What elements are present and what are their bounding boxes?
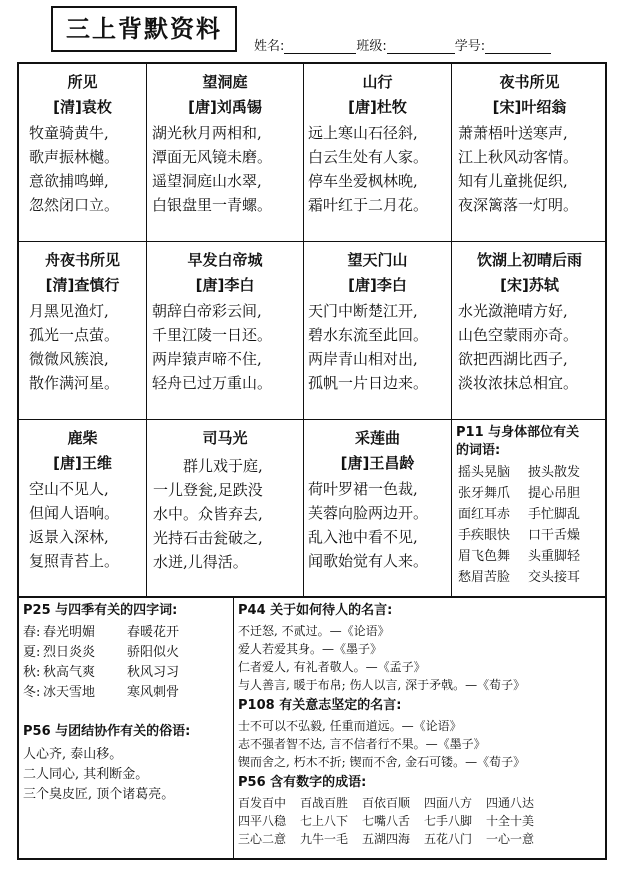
- poem-line: 孤帆一片日边来。: [308, 374, 429, 392]
- prose-line: 群儿戏于庭,: [183, 457, 263, 475]
- poem-line: 牧童骑黄牛,: [29, 124, 109, 142]
- quote-line: 锲而舍之, 朽木不折; 锲而不舍, 金石可镂。—《荀子》: [238, 755, 526, 769]
- poem-card-yinhushang: [452, 242, 607, 420]
- quote-line: 与人善言, 暖于布帛; 伤人以言, 深于矛戟。—《荀子》: [238, 678, 526, 692]
- poem-line: 散作满河星。: [29, 374, 120, 392]
- poem-line: 意欲捕鸣蝉,: [29, 172, 109, 190]
- section-heading: P44 关于如何待人的名言:: [238, 603, 393, 618]
- poem-title: 所见: [67, 73, 98, 91]
- poem-author: [清]查慎行: [45, 276, 120, 294]
- right-column: [234, 598, 607, 858]
- bottom-section: [17, 598, 607, 860]
- student-info: [254, 35, 551, 54]
- poem-line: 知有儿童挑促织,: [458, 172, 568, 190]
- idiom-row: 三心二意 九牛一毛 五湖四海 五花八门 一心一意: [238, 832, 535, 846]
- poem-title: 饮湖上初晴后雨: [476, 251, 582, 269]
- poem-title: 采莲曲: [354, 429, 400, 447]
- poem-line: 水光潋滟晴方好,: [458, 302, 568, 320]
- poem-line: 两岸青山相对出,: [308, 350, 418, 368]
- poem-line: 湖光秋月两相和,: [152, 124, 262, 142]
- name-blank[interactable]: [284, 40, 356, 54]
- section-heading: 的词语:: [456, 443, 501, 458]
- poem-line: 复照青苔上。: [29, 552, 120, 570]
- poem-line: 霜叶红于二月花。: [308, 196, 429, 214]
- saying-line: 人心齐, 泰山移。: [23, 747, 123, 762]
- poem-line: 遥望洞庭山水翠,: [152, 172, 262, 190]
- season-row: 秋: 秋高气爽 秋风习习: [23, 665, 180, 680]
- poem-author: [唐]刘禹锡: [188, 98, 262, 116]
- poem-line: 乱入池中看不见,: [308, 528, 418, 546]
- poem-card-wangdongting: [147, 64, 304, 242]
- poem-line: 空山不见人,: [29, 480, 109, 498]
- poem-card-wangtianmenshan: [304, 242, 452, 420]
- poem-line: 返景入深林,: [29, 528, 109, 546]
- poem-card-luzhai: [19, 420, 147, 596]
- left-column: [19, 598, 234, 858]
- poem-author: [宋]苏轼: [500, 276, 559, 294]
- prose-line: 光持石击瓮破之,: [153, 529, 263, 547]
- name-label: 姓名:: [254, 39, 285, 54]
- poem-line: 忽然闭口立。: [29, 196, 120, 214]
- poem-card-yeshusuojian: [452, 64, 607, 242]
- word-row: 手疾眼快 口干舌燥: [458, 528, 581, 543]
- id-label: 学号:: [454, 39, 486, 54]
- quote-line: 爱人若爱其身。—《墨子》: [238, 642, 383, 656]
- poem-line: 天门中断楚江开,: [308, 302, 418, 320]
- poem-line: 淡妆浓抹总相宜。: [458, 374, 579, 392]
- section-heading: P11 与身体部位有关: [456, 425, 580, 440]
- word-row: 愁眉苦脸 交头接耳: [458, 570, 581, 585]
- word-row: 面红耳赤 手忙脚乱: [458, 507, 581, 522]
- poem-author: [唐]杜牧: [348, 98, 407, 116]
- section-heading: P108 有关意志坚定的名言:: [238, 698, 402, 713]
- idiom-row: 四平八稳 七上八下 七嘴八舌 七手八脚 十全十美: [238, 814, 535, 828]
- poem-title: 鹿柴: [67, 429, 98, 447]
- poem-author: [唐]李白: [195, 276, 255, 294]
- p11-body-words: [452, 420, 607, 596]
- poem-card-shanxing: [304, 64, 452, 242]
- poem-title: 望天门山: [347, 251, 408, 269]
- prose-line: 一儿登瓮,足跌没: [153, 481, 263, 499]
- page-title: 三上背默资料: [51, 6, 237, 52]
- prose-title: 司马光: [202, 429, 248, 447]
- poem-line: 微微风簇浪,: [29, 350, 109, 368]
- quote-line: 不迁怒, 不贰过。—《论语》: [238, 624, 390, 638]
- poem-title: 舟夜书所见: [44, 251, 120, 269]
- poem-line: 白云生处有人家。: [308, 148, 429, 166]
- poem-card-zaofabaidicheng: [147, 242, 304, 420]
- poem-line: 荷叶罗裙一色裁,: [308, 480, 418, 498]
- poem-line: 但闻人语响。: [29, 504, 120, 522]
- poem-line: 远上寒山石径斜,: [308, 124, 418, 142]
- poem-line: 碧水东流至此回。: [308, 326, 429, 344]
- season-row: 冬: 冰天雪地 寒风刺骨: [23, 685, 180, 700]
- poem-line: 千里江陵一日还。: [152, 326, 273, 344]
- poem-title: 早发白帝城: [187, 251, 263, 269]
- saying-line: 二人同心, 其利断金。: [23, 767, 149, 782]
- prose-line: 水中。众皆弃去,: [153, 505, 263, 523]
- poem-line: 停车坐爱枫林晚,: [308, 172, 418, 190]
- word-row: 摇头晃脑 披头散发: [458, 465, 581, 480]
- poem-card-suojian: [19, 64, 147, 242]
- section-heading: P25 与四季有关的四字词:: [23, 603, 178, 618]
- poem-line: 白银盘里一青螺。: [152, 196, 273, 214]
- class-blank[interactable]: [387, 40, 455, 54]
- poem-line: 歌声振林樾。: [29, 148, 120, 166]
- poem-line: 孤光一点萤。: [29, 326, 120, 344]
- poem-line: 闻歌始觉有人来。: [308, 552, 429, 570]
- season-row: 春: 春光明媚 春暖花开: [23, 625, 180, 640]
- poem-line: 轻舟已过万重山。: [152, 374, 273, 392]
- quote-line: 仁者爱人, 有礼者敬人。—《孟子》: [238, 660, 426, 674]
- saying-line: 三个臭皮匠, 顶个诸葛亮。: [23, 787, 175, 802]
- section-heading: P56 与团结协作有关的俗语:: [23, 724, 191, 739]
- season-row: 夏: 烈日炎炎 骄阳似火: [23, 645, 180, 660]
- poem-author: [清]袁枚: [53, 98, 112, 116]
- poem-card-zhouyeshusuojian: [19, 242, 147, 420]
- poem-title: 望洞庭: [202, 73, 248, 91]
- poem-author: [唐]王维: [53, 454, 112, 472]
- poem-author: [唐]李白: [348, 276, 407, 294]
- poem-line: 月黑见渔灯,: [29, 302, 109, 320]
- poem-title: 山行: [362, 73, 393, 91]
- poem-author: [宋]叶绍翁: [492, 98, 567, 116]
- poem-line: 欲把西湖比西子,: [458, 350, 568, 368]
- poem-line: 潭面无风镜未磨。: [152, 148, 273, 166]
- poem-line: 朝辞白帝彩云间,: [152, 302, 262, 320]
- class-label: 班级:: [356, 39, 387, 54]
- section-heading: P56 含有数字的成语:: [238, 775, 367, 790]
- poem-line: 山色空蒙雨亦奇。: [458, 326, 579, 344]
- idiom-row: 百发百中 百战百胜 百依百顺 四面八方 四通八达: [238, 796, 535, 810]
- poem-title: 夜书所见: [499, 73, 560, 91]
- poem-line: 夜深篱落一灯明。: [458, 196, 579, 214]
- poem-line: 萧萧梧叶送寒声,: [458, 124, 568, 142]
- prose-line: 水迸,儿得活。: [153, 553, 248, 571]
- word-row: 张牙舞爪 提心吊胆: [458, 486, 581, 501]
- id-blank[interactable]: [485, 40, 551, 54]
- word-row: 眉飞色舞 头重脚轻: [458, 549, 581, 564]
- quote-line: 志不强者智不达, 言不信者行不果。—《墨子》: [238, 737, 486, 751]
- poem-line: 两岸猿声啼不住,: [152, 350, 262, 368]
- poem-grid: [17, 62, 607, 598]
- poem-author: [唐]王昌龄: [340, 454, 415, 472]
- poem-line: 芙蓉向脸两边开。: [308, 504, 429, 522]
- quote-line: 士不可以不弘毅, 任重而道远。—《论语》: [238, 719, 462, 733]
- poem-card-cailianqu: [304, 420, 452, 596]
- poem-line: 江上秋风动客情。: [458, 148, 579, 166]
- prose-card-simaguang: [147, 420, 304, 596]
